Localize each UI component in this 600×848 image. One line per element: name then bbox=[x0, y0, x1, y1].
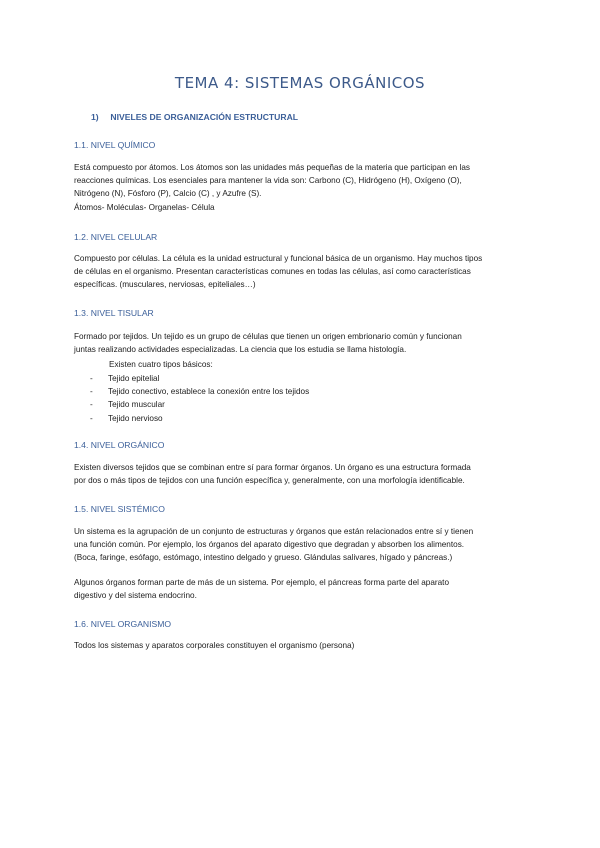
text-line: Nitrógeno (N), Fósforo (P), Calcio (C) , y Azufre (S). bbox=[74, 189, 262, 199]
section-number: 1) bbox=[91, 112, 99, 122]
text-line: Un sistema es la agrupación de un conjunto de estructuras y órganos que están relacionados entre sí y tienen bbox=[74, 527, 474, 536]
text-line: Está compuesto por átomos. Los átomos son las unidades más pequeñas de la materia que participan en las bbox=[74, 163, 470, 172]
list-marker: - bbox=[90, 387, 93, 397]
subheading-nivel-organico: 1.4. NIVEL ORGÁNICO bbox=[74, 440, 165, 450]
text-line: Todos los sistemas y aparatos corporales constituyen el organismo (persona) bbox=[74, 641, 355, 650]
text-line: específicas. (musculares, nerviosas, epiteliales…) bbox=[74, 280, 256, 290]
list-item-text: Tejido epitelial bbox=[108, 374, 160, 383]
paragraph-nivel-celular bbox=[74, 252, 530, 292]
subheading-nivel-quimico: 1.1. NIVEL QUÍMICO bbox=[74, 140, 156, 150]
list-item bbox=[90, 372, 309, 385]
list-item bbox=[90, 412, 309, 425]
list-marker: - bbox=[90, 374, 93, 383]
list-intro: Existen cuatro tipos básicos: bbox=[109, 360, 213, 369]
text-line: por dos o más tipos de tejidos con una función específica y, generalmente, con una morfología identificable. bbox=[74, 476, 465, 486]
text-line: digestivo y del sistema endocrino. bbox=[74, 591, 197, 601]
section-heading bbox=[91, 112, 298, 122]
text-line: de células en el organismo. Presentan características comunes en todas las células, así como características bbox=[74, 267, 471, 277]
subheading-nivel-organismo: 1.6. NIVEL ORGANISMO bbox=[74, 619, 172, 629]
text-line: Formado por tejidos. Un tejido es un grupo de células que tienen un origen embrionario común y funcionan bbox=[74, 332, 462, 341]
text-line: juntas realizando actividades especializadas. La ciencia que los estudia se llama histología. bbox=[74, 345, 407, 355]
list-item bbox=[90, 385, 309, 398]
list-item-text: Tejido muscular bbox=[108, 400, 165, 410]
list-item bbox=[90, 398, 309, 411]
paragraph-nivel-tisular bbox=[74, 330, 530, 356]
text-line: Compuesto por células. La célula es la unidad estructural y funcional básica de un organismo. Hay muchos tipos bbox=[74, 254, 483, 263]
subheading-nivel-tisular: 1.3. NIVEL TISULAR bbox=[74, 308, 154, 318]
tissue-types-list bbox=[90, 372, 309, 425]
text-line: una función común. Por ejemplo, los órganos del aparato digestivo que degradan y absorben los alimentos. bbox=[74, 540, 465, 550]
subheading-nivel-celular: 1.2. NIVEL CELULAR bbox=[74, 232, 158, 242]
list-item-text: Tejido conectivo, establece la conexión entre los tejidos bbox=[108, 387, 310, 397]
list-marker: - bbox=[90, 400, 93, 410]
text-line: Existen diversos tejidos que se combinan entre sí para formar órganos. Un órgano es una estructura formada bbox=[74, 463, 471, 472]
paragraph-nivel-sistemico-2 bbox=[74, 576, 530, 602]
text-line: Átomos- Moléculas- Organelas- Célula bbox=[74, 202, 215, 212]
paragraph-nivel-organico bbox=[74, 461, 530, 487]
list-item-text: Tejido nervioso bbox=[108, 413, 163, 423]
paragraph-nivel-quimico bbox=[74, 161, 530, 214]
text-line: (Boca, faringe, esófago, estómago, intestino delgado y grueso. Glándulas salivares, hígado y páncreas.) bbox=[74, 553, 453, 563]
section-heading-text: NIVELES DE ORGANIZACIÓN ESTRUCTURAL bbox=[110, 112, 299, 122]
text-line: reacciones químicas. Los esenciales para mantener la vida son: Carbono (C), Hidrógeno (H), Oxígeno (O), bbox=[74, 176, 462, 186]
page-title: TEMA 4: SISTEMAS ORGÁNICOS bbox=[174, 74, 426, 92]
list-marker: - bbox=[90, 413, 93, 423]
paragraph-nivel-organismo bbox=[74, 639, 530, 652]
subheading-nivel-sistemico: 1.5. NIVEL SISTÉMICO bbox=[74, 504, 165, 514]
paragraph-nivel-sistemico bbox=[74, 525, 530, 565]
text-line: Algunos órganos forman parte de más de un sistema. Por ejemplo, el páncreas forma parte del aparato bbox=[74, 578, 450, 587]
